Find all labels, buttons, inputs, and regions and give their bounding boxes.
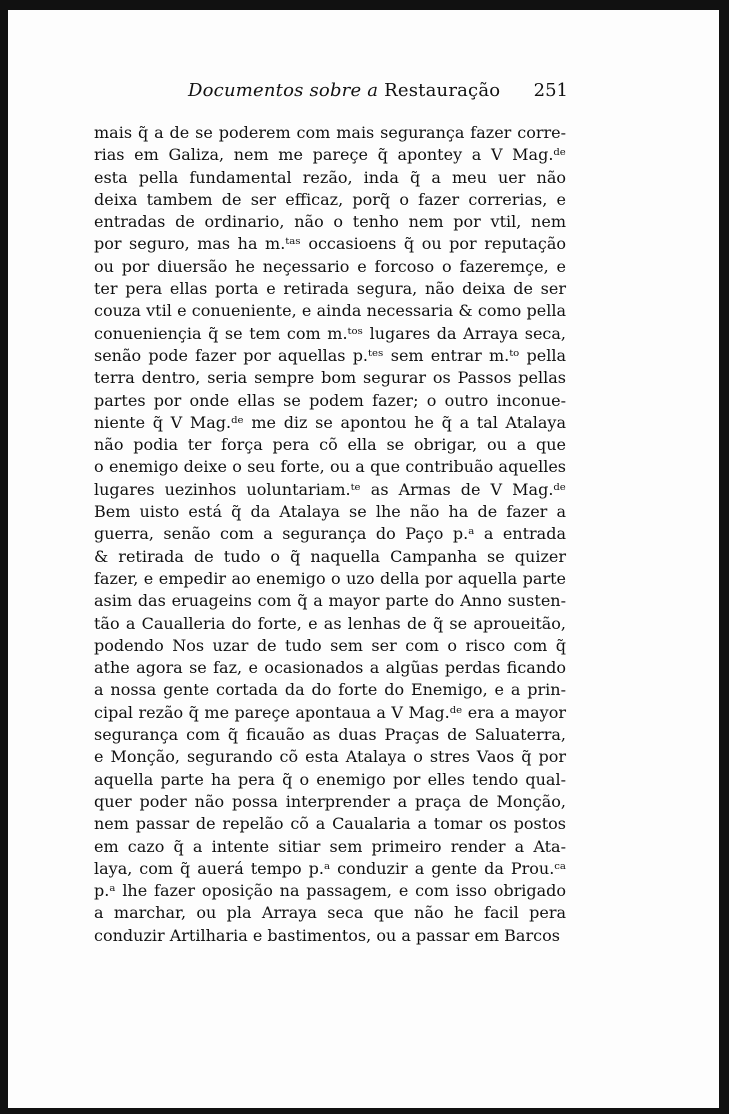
text-line: mais q̃ a de se poderem com mais segurança fazer corre- [94, 123, 566, 142]
text-line: senão pode fazer por aquellas p.ᵗᵉˢ sem entrar m.ᵗᵒ pella [94, 345, 566, 365]
text-line: e Monção, segurando cõ esta Atalaya o stres Vaos q̃ por [94, 747, 566, 767]
text-line: nem passar de repelão cõ a Caualaria a tomar os postos [94, 814, 566, 834]
text-line: ou por diuersão he neçessario e forcoso o fazeremçe, e [94, 256, 566, 276]
text-line: por seguro, mas ha m.ᵗᵃˢ occasioens q̃ ou por reputação [94, 234, 566, 254]
text-line: guerra, senão com a segurança do Paço p.ᵃ a entrada [94, 524, 566, 544]
text-line: asim das eruageins com q̃ a mayor parte do Anno susten- [94, 591, 566, 611]
text-line: quer poder não possa interprender a praça de Monção, [94, 791, 566, 811]
text-line: cipal rezão q̃ me pareçe apontaua a V Mag.ᵈᵉ era a mayor [94, 702, 566, 722]
text-line: o enemigo deixe o seu forte, ou a que contribuão aquelles [94, 457, 566, 477]
text-line: niente q̃ V Mag.ᵈᵉ me diz se apontou he q̃ a tal Atalaya [94, 412, 566, 432]
text-line: rias em Galiza, nem me pareçe q̃ apontey a V Mag.ᵈᵉ [94, 145, 566, 165]
text-line: & retirada de tudo o q̃ naquella Campanha se quizer [94, 546, 566, 566]
text-line: não podia ter força pera cõ ella se obrigar, ou a que [94, 435, 566, 455]
text-line: entradas de ordinario, não o tenho nem por vtil, nem [94, 212, 566, 232]
text-line: fazer, e empedir ao enemigo o uzo della por aquella parte [94, 568, 566, 588]
running-head-title-roman: Restauração [384, 80, 501, 101]
text-line: ter pera ellas porta e retirada segura, não deixa de ser [94, 279, 566, 299]
text-line: tão a Caualleria do forte, e as lenhas de q̃ se aproueitão, [94, 613, 566, 633]
text-line: laya, com q̃ auerá tempo p.ᵃ conduzir a gente da Prou.ᶜᵃ [94, 858, 566, 878]
running-head-title-italic: Documentos sobre a [188, 80, 379, 101]
text-line: athe agora se faz, e ocasionados a algũas perdas ficando [94, 658, 566, 678]
text-line: p.ᵃ lhe fazer oposição na passagem, e com isso obrigado [94, 881, 566, 901]
text-line: segurança com q̃ ficauão as duas Praças de Saluaterra, [94, 725, 566, 745]
text-line: couza vtil e conueniente, e ainda necessaria & como pella [94, 301, 566, 321]
text-line: Bem uisto está q̃ da Atalaya se lhe não ha de fazer a [94, 502, 566, 522]
text-line: a marchar, ou pla Arraya seca que não he facil pera [94, 903, 566, 923]
scan-border-top [0, 0, 729, 10]
text-line: partes por onde ellas se podem fazer; o outro inconue- [94, 390, 566, 410]
text-line: aquella parte ha pera q̃ o enemigo por elles tendo qual- [94, 769, 566, 789]
page-number: 251 [533, 80, 568, 101]
scan-border-bottom [0, 1108, 729, 1114]
body-text [94, 122, 566, 947]
text-line: esta pella fundamental rezão, inda q̃ a meu uer não [94, 167, 566, 187]
scan-border-right [719, 0, 729, 1114]
text-line: lugares uezinhos uoluntariam.ᵗᵉ as Armas de V Mag.ᵈᵉ [94, 479, 566, 499]
scan-border-left [0, 0, 8, 1114]
running-head [188, 80, 568, 101]
text-line: a nossa gente cortada da do forte do Enemigo, e a prin- [94, 680, 566, 700]
text-line: deixa tambem de ser efficaz, porq̃ o fazer correrias, e [94, 189, 566, 209]
text-line: conueniençia q̃ se tem com m.ᵗᵒˢ lugares da Arraya seca, [94, 323, 566, 343]
text-line: podendo Nos uzar de tudo sem ser com o risco com q̃ [94, 635, 566, 655]
text-line: em cazo q̃ a intente sitiar sem primeiro render a Ata- [94, 836, 566, 856]
text-line: terra dentro, seria sempre bom segurar os Passos pellas [94, 368, 566, 388]
running-head-title [188, 80, 500, 101]
text-line: conduzir Artilharia e bastimentos, ou a passar em Barcos [94, 925, 560, 945]
